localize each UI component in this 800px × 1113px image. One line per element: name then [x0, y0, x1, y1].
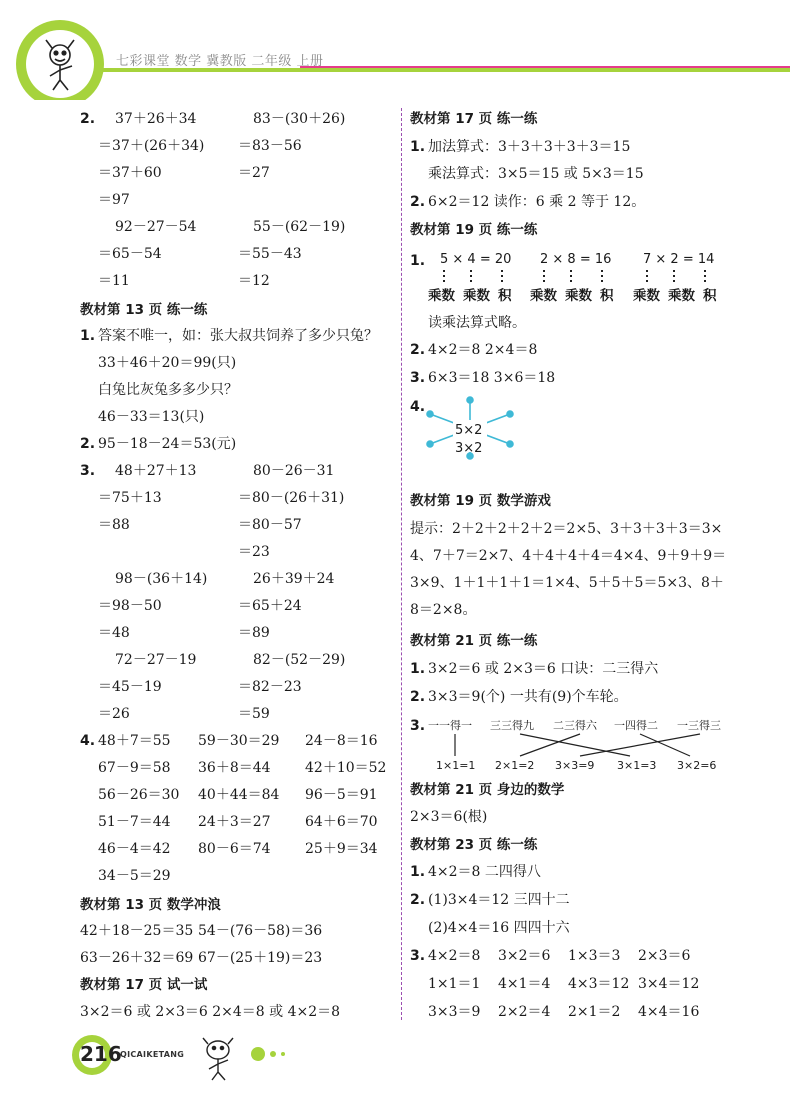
question-number: 2. — [410, 892, 426, 908]
calc-line: ＝55－43 — [238, 246, 302, 262]
answer-line: 4、7＋7＝2×7、4＋4＋4＋4＝4×4、9＋9＋9＝ — [410, 548, 727, 564]
calc-cell: 63－26＋32＝69 — [80, 950, 194, 966]
calc-line: ＝37＋60 — [98, 165, 162, 181]
dog-mascot-icon — [203, 1038, 233, 1080]
calc-cell: 67－(25＋19)＝23 — [198, 950, 323, 966]
question-number: 1. — [410, 253, 426, 269]
equation: 7 × 2 = 14 — [643, 252, 715, 267]
calc-cell: 1×1＝1 — [428, 976, 481, 992]
term-label: 积 — [498, 288, 512, 304]
calc-line: 80－26－31 — [253, 463, 335, 479]
calc-cell: 24－8＝16 — [305, 733, 378, 749]
term-label: 积 — [600, 288, 614, 304]
term-label: 乘数 — [530, 288, 557, 304]
calc-cell: 4×4＝16 — [638, 1004, 700, 1020]
rhyme-label: 一一得一 — [428, 719, 472, 732]
term-label: 乘数 — [565, 288, 592, 304]
header-title: 七彩课堂 数学 冀教版 二年级 上册 — [116, 54, 324, 69]
answer-line: 乘法算式：3×5＝15 或 5×3＝15 — [428, 166, 644, 182]
question-number: 2. — [410, 689, 426, 705]
question-number: 3. — [80, 463, 96, 479]
answer-line: 白兔比灰兔多多少只？ — [98, 382, 238, 398]
column-divider — [401, 108, 402, 1020]
calc-line: ＝89 — [238, 625, 270, 641]
calc-line: ＝11 — [98, 273, 130, 289]
calc-line: ＝80－57 — [238, 517, 302, 533]
calc-cell: 40＋44＝84 — [198, 787, 280, 803]
match-result: 3×2=6 — [677, 759, 717, 772]
question-number: 2. — [80, 111, 96, 127]
section-heading: 教材第 17 页 试一试 — [80, 977, 208, 993]
calc-cell: 4×2＝8 — [428, 948, 481, 964]
calc-line: ＝26 — [98, 706, 130, 722]
section-heading: 教材第 13 页 数学冲浪 — [80, 897, 221, 913]
calc-line: ＝48 — [98, 625, 130, 641]
calc-cell: 25＋9＝34 — [305, 841, 378, 857]
answer-line: (2)4×4＝16 四四十六 — [428, 920, 570, 936]
calc-cell: 24＋3＝27 — [198, 814, 271, 830]
answer-line: 3×2＝6 或 2×3＝6 口诀：二三得六 — [428, 661, 659, 677]
answer-line: 4×2＝8 二四得八 — [428, 864, 541, 880]
calc-line: ＝65＋24 — [238, 598, 302, 614]
section-heading: 教材第 19 页 练一练 — [410, 222, 538, 238]
calc-cell: 3×2＝6 — [498, 948, 551, 964]
section-heading: 教材第 23 页 练一练 — [410, 837, 538, 853]
calc-line: ＝23 — [238, 544, 270, 560]
page-header — [0, 0, 800, 100]
calc-cell: 46－4＝42 — [98, 841, 171, 857]
answer-line: 3×9、1＋1＋1＋1＝1×4、5＋5＋5＝5×3、8＋ — [410, 575, 724, 591]
calc-cell: 2×3＝6 — [638, 948, 691, 964]
calc-cell: 2×1＝2 — [568, 1004, 621, 1020]
calc-cell: 48＋7＝55 — [98, 733, 171, 749]
match-result: 2×1=2 — [495, 759, 535, 772]
calc-line: ＝98－50 — [98, 598, 162, 614]
match-result: 1×1=1 — [436, 759, 476, 772]
rhyme-label: 二三得六 — [553, 719, 597, 732]
calc-cell: 56－26＝30 — [98, 787, 180, 803]
answer-line: 3×2＝6 或 2×3＝6 2×4＝8 或 4×2＝8 — [80, 1004, 341, 1020]
calc-cell: 1×3＝3 — [568, 948, 621, 964]
matching-lines — [420, 732, 740, 760]
answer-line: 提示：2＋2＋2＋2＋2＝2×5、3＋3＋3＋3＝3× — [410, 521, 723, 537]
question-number: 3. — [410, 948, 426, 964]
calc-line: 83－(30＋26) — [253, 111, 346, 127]
calc-line: 82－(52－29) — [253, 652, 346, 668]
calc-line: ＝27 — [238, 165, 270, 181]
page-number: 216 — [80, 1042, 122, 1066]
term-label: 积 — [703, 288, 717, 304]
question-number: 4. — [80, 733, 96, 749]
calc-cell: 64＋6＝70 — [305, 814, 378, 830]
brand-name: QICAIKETANG — [120, 1050, 185, 1059]
calc-line: ＝59 — [238, 706, 270, 722]
calc-line: ＝97 — [98, 192, 130, 208]
answer-line: 加法算式：3＋3＋3＋3＋3＝15 — [428, 139, 631, 155]
calc-line: ＝82－23 — [238, 679, 302, 695]
calc-line: 26＋39＋24 — [253, 571, 335, 587]
question-number: 2. — [80, 436, 96, 452]
answer-line: 8＝2×8。 — [410, 602, 477, 618]
rhyme-label: 三三得九 — [490, 719, 534, 732]
term-label: 乘数 — [428, 288, 455, 304]
answer-line: 33＋46＋20＝99(只) — [98, 355, 237, 371]
question-number: 1. — [410, 139, 426, 155]
calc-cell: 67－9＝58 — [98, 760, 171, 776]
calc-cell: 42＋18－25＝35 — [80, 923, 194, 939]
section-heading: 教材第 19 页 数学游戏 — [410, 493, 551, 509]
calc-cell: 80－6＝74 — [198, 841, 271, 857]
calc-line: ＝37＋(26＋34) — [98, 138, 205, 154]
question-number: 1. — [80, 328, 96, 344]
calc-cell: 51－7＝44 — [98, 814, 171, 830]
match-result: 3×1=3 — [617, 759, 657, 772]
diagram-label: 3×2 — [455, 441, 483, 456]
answer-line: 读乘法算式略。 — [428, 315, 526, 331]
question-number: 2. — [410, 342, 426, 358]
answer-line: 6×3＝18 3×6＝18 — [428, 370, 556, 386]
question-number: 1. — [410, 661, 426, 677]
diagram-label: 5×2 — [455, 423, 483, 438]
answer-line: 95－18－24＝53(元) — [98, 436, 237, 452]
equation: 5 × 4 = 20 — [440, 252, 512, 267]
question-number: 2. — [410, 194, 426, 210]
answer-line: 3×3＝9(个) 一共有(9)个车轮。 — [428, 689, 628, 705]
calc-cell: 3×3＝9 — [428, 1004, 481, 1020]
calc-cell: 34－5＝29 — [98, 868, 171, 884]
calc-cell: 54－(76－58)＝36 — [198, 923, 323, 939]
answer-line: 46－33＝13(只) — [98, 409, 205, 425]
term-label: 乘数 — [633, 288, 660, 304]
calc-line: ＝83－56 — [238, 138, 302, 154]
calc-line: ＝80－(26＋31) — [238, 490, 345, 506]
term-label: 乘数 — [668, 288, 695, 304]
calc-line: ＝12 — [238, 273, 270, 289]
calc-line: ＝65－54 — [98, 246, 162, 262]
equation: 2 × 8 = 16 — [540, 252, 612, 267]
section-heading: 教材第 17 页 练一练 — [410, 111, 538, 127]
section-heading: 教材第 21 页 身边的数学 — [410, 782, 565, 798]
dotted-connectors — [430, 268, 730, 286]
term-label: 乘数 — [463, 288, 490, 304]
section-heading: 教材第 21 页 练一练 — [410, 633, 538, 649]
calc-cell: 3×4＝12 — [638, 976, 700, 992]
calc-line: 48＋27＋13 — [115, 463, 197, 479]
calc-line: 98－(36＋14) — [115, 571, 208, 587]
question-number: 1. — [410, 864, 426, 880]
calc-line: 92－27－54 — [115, 219, 197, 235]
calc-cell: 59－30＝29 — [198, 733, 280, 749]
answer-line: 6×2＝12 读作：6 乘 2 等于 12。 — [428, 194, 646, 210]
calc-cell: 96－5＝91 — [305, 787, 378, 803]
question-number: 4. — [410, 399, 426, 415]
answer-line: 4×2＝8 2×4＝8 — [428, 342, 538, 358]
calc-line: 37＋26＋34 — [115, 111, 197, 127]
calc-line: ＝45－19 — [98, 679, 162, 695]
answer-line: (1)3×4＝12 三四十二 — [428, 892, 570, 908]
answer-line: 2×3＝6(根) — [410, 809, 488, 825]
rhyme-label: 一四得二 — [614, 719, 658, 732]
calc-cell: 4×1＝4 — [498, 976, 551, 992]
question-number: 3. — [410, 370, 426, 386]
calc-cell: 36＋8＝44 — [198, 760, 271, 776]
calc-cell: 2×2＝4 — [498, 1004, 551, 1020]
match-result: 3×3=9 — [555, 759, 595, 772]
section-heading: 教材第 13 页 练一练 — [80, 302, 208, 318]
rhyme-label: 一三得三 — [677, 719, 721, 732]
calc-line: ＝75＋13 — [98, 490, 162, 506]
answer-line: 答案不唯一，如：张大叔共饲养了多少只兔？ — [98, 328, 378, 344]
calc-cell: 4×3＝12 — [568, 976, 630, 992]
question-number: 3. — [410, 718, 426, 734]
calc-cell: 42＋10＝52 — [305, 760, 387, 776]
calc-line: ＝88 — [98, 517, 130, 533]
calc-line: 72－27－19 — [115, 652, 197, 668]
calc-line: 55－(62－19) — [253, 219, 346, 235]
